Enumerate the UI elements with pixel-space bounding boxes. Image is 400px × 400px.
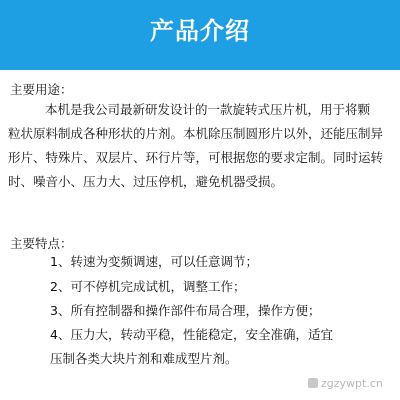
- feature-item-4: 4、压力大，转动平稳，性能稳定，安全准确，适宜: [50, 327, 333, 342]
- feature-item-4-continued: 压制各类大块片剂和难成型片剂。: [50, 351, 238, 366]
- title-banner: [0, 0, 400, 70]
- usage-line-3: 形片、特殊片、双层片、环行片等，可根据您的要求定制。同时运转: [8, 150, 384, 165]
- page-title: 产品介绍: [150, 17, 250, 45]
- watermark-logo-icon: [308, 378, 318, 388]
- usage-heading: 主要用途：: [10, 82, 73, 97]
- feature-item-3: 3、所有控制器和操作部件布局合理，操作方便；: [50, 303, 321, 318]
- watermark: [308, 377, 383, 391]
- features-heading: 主要特点：: [10, 236, 73, 251]
- usage-line-2: 粒状原料制成各种形状的片剂。本机除压制圆形片以外，还能压制异: [8, 126, 384, 141]
- feature-item-1: 1、转速为变频调速，可以任意调节；: [50, 254, 258, 269]
- usage-line-1: 本机是我公司最新研发设计的一款旋转式压片机，用于将颗: [45, 102, 371, 117]
- watermark-text: zgzywpt.cn: [321, 377, 383, 390]
- usage-line-4: 时、噪音小、压力大、过压停机，避免机器受损。: [8, 174, 284, 189]
- feature-item-2: 2、可不停机完成试机，调整工作；: [50, 279, 246, 294]
